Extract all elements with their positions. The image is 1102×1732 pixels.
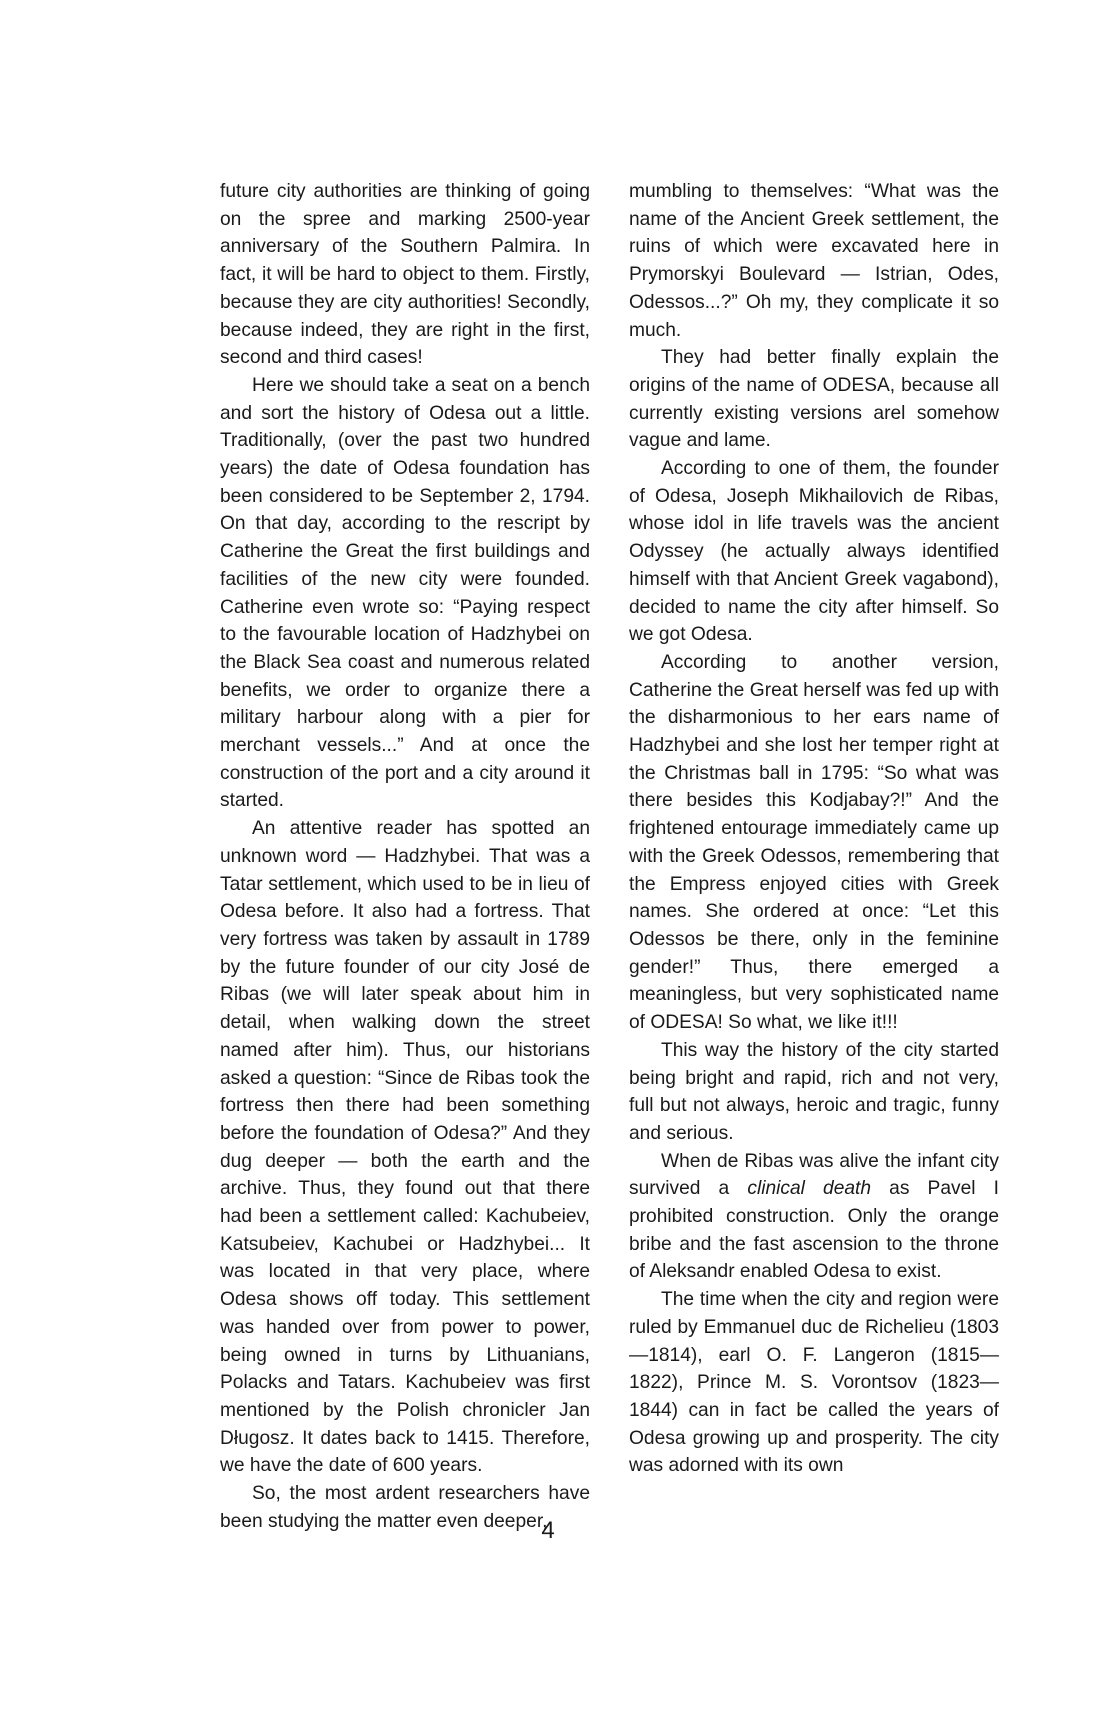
right-text-column [629,178,999,1480]
paragraph: They had better finally explain the origins of the name of ODESA, because all currently existing versions arel somehow vague and lame. [629,347,999,452]
paragraph: According to one of them, the founder of Odesa, Joseph Mikhailovich de Ribas, whose idol in life travels was the ancient Odyssey (he actually always identified himself with that Ancient Greek vagabond), decided to name the city after himself. So we got Odesa. [629,458,999,646]
paragraph: So, the most ardent researchers have been studying the matter even deeper, [220,1483,590,1532]
page-number [0,1516,1102,1546]
italic-phrase: clinical death [747,1178,872,1200]
paragraph: An attentive reader has spotted an unknown word — Hadzhybei. That was a Tatar settlement, which used to be in lieu of Odesa before. It also had a fortress. That very fortress was taken by assault in 1789 by the future founder of our city José de Ribas (we will later speak about him in detail, when walking down the street named after him). Thus, our historians asked a question: “Since de Ribas took the fortress then there had been something before the foundation of Odesa?” And they dug deeper — both the earth and the archive. Thus, they found out that there had been a settlement called: Kachubeiev, Katsubeiev, Kachubei or Hadzhybei... It was located in that very place, where Odesa shows off today. This settlement was handed over from power to power, being owned in turns by Lithuanians, Polacks and Tatars. Kachubeiev was first mentioned by the Polish chronicler Jan Długosz. It dates back to 1415. Therefore, we have the date of 600 years. [220,818,590,1477]
paragraph: future city authorities are thinking of going on the spree and marking 2500-year anniversary of the Southern Palmira. In fact, it will be hard to object to them. Firstly, because they are city authorities! Secondly, because indeed, they are right in the first, second and third cases! [220,181,590,369]
paragraph: mumbling to themselves: “What was the name of the Ancient Greek settlement, the ruins of which were excavated here in Prymorskyi Boulevard — Istrian, Odes, Odessos...?” Oh my, they complicate it so much. [629,181,999,341]
paragraph: Here we should take a seat on a bench and sort the history of Odesa out a little. Traditionally, (over the past two hundred years) the date of Odesa foundation has been considered to be September 2, 1794. On that day, according to the rescript by Catherine the Great the first buildings and facilities of the new city were founded. Catherine even wrote so: “Paying respect to the favourable location of Hadzhybei on the Black Sea coast and numerous related benefits, we order to organize there a military harbour along with a pier for merchant vessels...” And at once the construction of the port and a city around it started. [220,374,590,812]
paragraph [629,1148,999,1287]
text-run: as Pavel I prohibited construction. Only the orange bribe and the fast ascension to the throne of Aleksandr enabled Odesa to exist. [629,1178,999,1283]
paragraph: The time when the city and region were ruled by Emmanuel duc de Richelieu (1803—1814), earl O. F. Langeron (1815—1822), Prince M. S. Vorontsov (1823—1844) can in fact be called the years of Odesa growing up and prosperity. The city was adorned with its own [629,1289,999,1477]
text-run: When de Ribas was alive the infant city survived a [629,1150,999,1200]
left-text-column [220,178,590,1535]
paragraph: This way the history of the city started being bright and rapid, rich and not very, full but not always, heroic and tragic, funny and serious. [629,1039,999,1144]
page-number-text: 4 [541,1517,555,1544]
paragraph: According to another version, Catherine the Great herself was fed up with the disharmonious to her ears name of Hadzhybei and she lost her temper right at the Christmas ball in 1795: “So what was there besides this Kodjabay?!” And the frightened entourage immediately came up with the Greek Odessos, remembering that the Empress enjoyed cities with Greek names. She ordered at once: “Let this Odessos be there, only in the feminine gender!” Thus, there emerged a meaningless, but very sophisticated name of ODESA! So what, we like it!!! [629,651,999,1034]
